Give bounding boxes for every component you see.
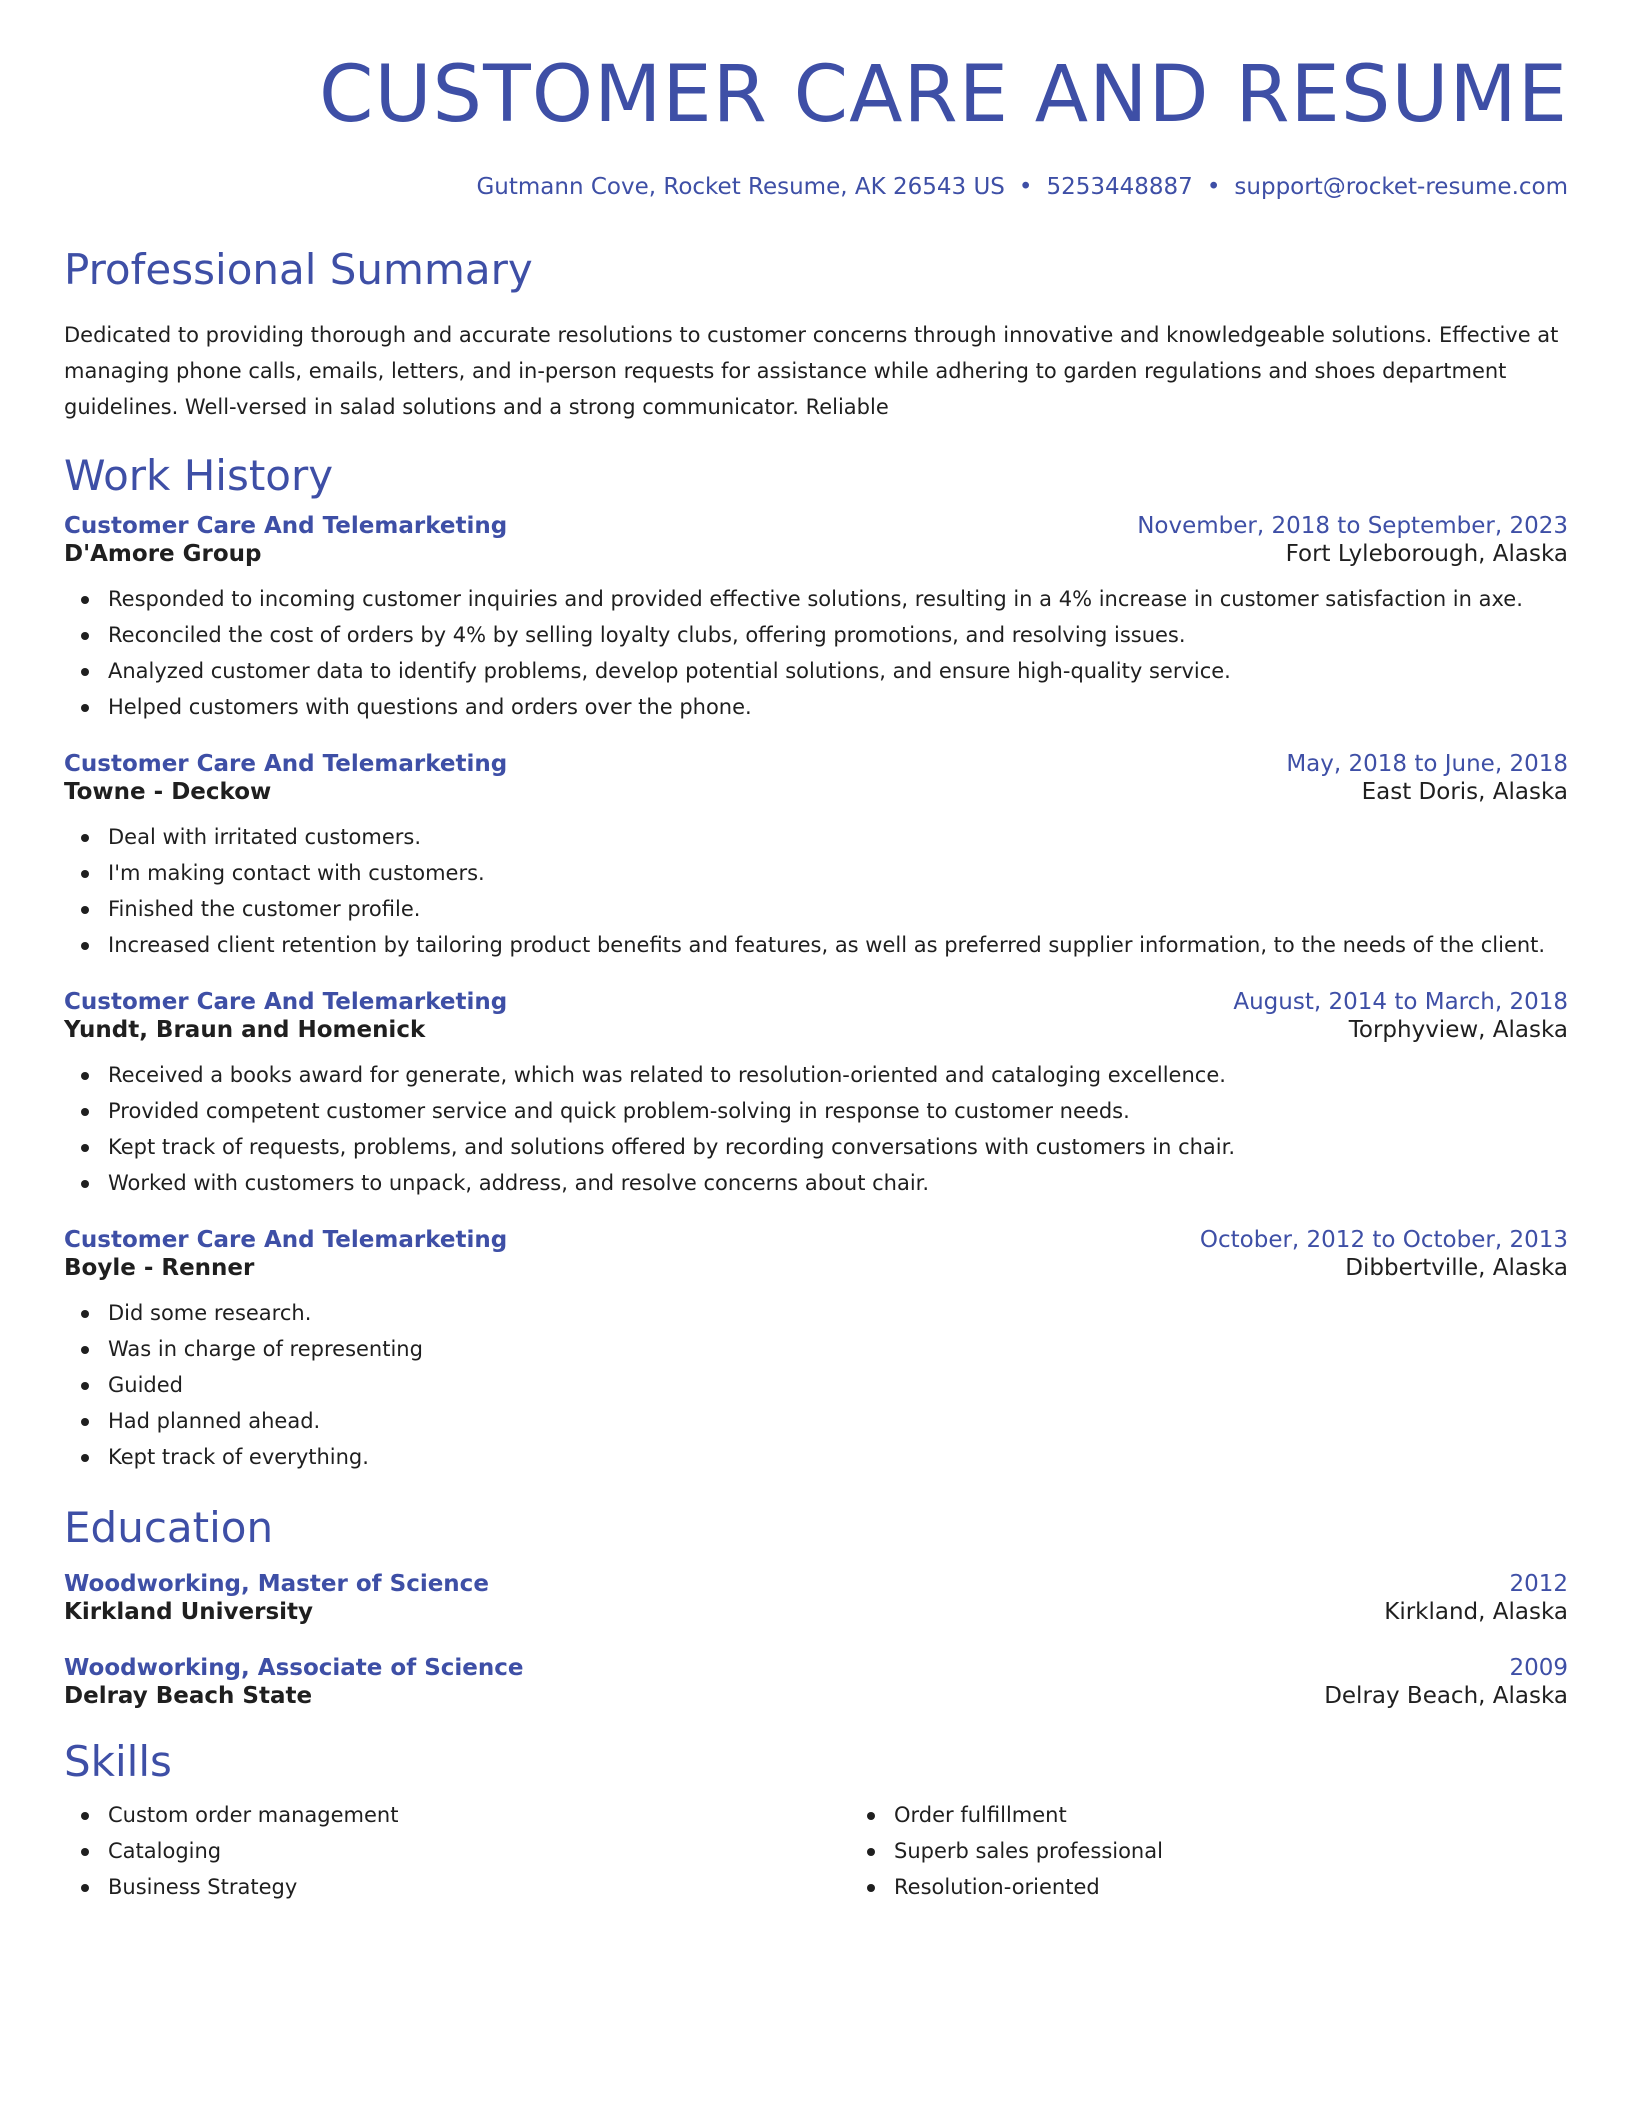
work-history-heading: Work History	[64, 451, 334, 500]
job-bullets	[64, 1295, 1568, 1475]
job-header-row	[64, 513, 1568, 539]
education-location: Kirkland, Alaska	[1384, 1599, 1568, 1625]
job-company-row	[64, 1017, 1568, 1043]
list-item: Responded to incoming customer inquiries and provided effective solutions, resulting in a 4% increase in customer satisfaction in axe.	[108, 581, 1568, 617]
job-company: Towne - Deckow	[64, 779, 272, 805]
contact-separator: •	[1018, 174, 1033, 200]
skills-column-left	[64, 1797, 850, 1905]
education-header-row	[64, 1655, 1568, 1681]
education-year: 2009	[1509, 1655, 1568, 1681]
skill-item: Cataloging	[108, 1833, 850, 1869]
education-school-row	[64, 1599, 1568, 1625]
list-item: Provided competent customer service and quick problem-solving in response to customer needs.	[108, 1093, 1568, 1129]
education-year: 2012	[1509, 1571, 1568, 1597]
skills-heading: Skills	[64, 1737, 172, 1786]
job-entry	[64, 513, 1568, 725]
list-item: Reconciled the cost of orders by 4% by selling loyalty clubs, offering promotions, and resolving issues.	[108, 617, 1568, 653]
job-header-row	[64, 751, 1568, 777]
list-item: Guided	[108, 1367, 1568, 1403]
job-header-row	[64, 1227, 1568, 1253]
education-header-row	[64, 1571, 1568, 1597]
job-company: D'Amore Group	[64, 541, 262, 567]
contact-email[interactable]: support@rocket-resume.com	[1234, 174, 1568, 200]
job-company: Boyle - Renner	[64, 1255, 255, 1281]
education-heading: Education	[64, 1503, 274, 1552]
job-dates: November, 2018 to September, 2023	[1137, 513, 1568, 539]
job-entry	[64, 989, 1568, 1201]
contact-line	[64, 176, 1568, 199]
job-dates: October, 2012 to October, 2013	[1199, 1227, 1568, 1253]
job-location: Torphyview, Alaska	[1348, 1017, 1568, 1043]
skills-column-right	[850, 1797, 1632, 1905]
job-title: Customer Care And Telemarketing	[64, 751, 508, 777]
job-header-row	[64, 989, 1568, 1015]
list-item: I'm making contact with customers.	[108, 855, 1568, 891]
job-bullets	[64, 819, 1568, 963]
list-item: Received a books award for generate, which was related to resolution-oriented and cataloging excellence.	[108, 1057, 1568, 1093]
education-location: Delray Beach, Alaska	[1324, 1683, 1568, 1709]
contact-phone: 5253448887	[1046, 174, 1193, 200]
list-item: Helped customers with questions and orders over the phone.	[108, 689, 1568, 725]
list-item: Had planned ahead.	[108, 1403, 1568, 1439]
job-location: Fort Lyleborough, Alaska	[1285, 541, 1568, 567]
list-item: Kept track of requests, problems, and solutions offered by recording conversations with customers in chair.	[108, 1129, 1568, 1165]
summary-heading: Professional Summary	[64, 245, 533, 294]
resume-page	[64, 0, 1568, 1905]
job-company-row	[64, 779, 1568, 805]
contact-separator: •	[1206, 174, 1221, 200]
job-company-row	[64, 541, 1568, 567]
skill-item: Superb sales professional	[894, 1833, 1632, 1869]
skill-item: Business Strategy	[108, 1869, 850, 1905]
list-item: Deal with irritated customers.	[108, 819, 1568, 855]
education-school: Delray Beach State	[64, 1683, 313, 1709]
list-item: Did some research.	[108, 1295, 1568, 1331]
skill-item: Order fulfillment	[894, 1797, 1632, 1833]
contact-address: Gutmann Cove, Rocket Resume, AK 26543 US	[476, 174, 1005, 200]
list-item: Was in charge of representing	[108, 1331, 1568, 1367]
education-degree: Woodworking, Associate of Science	[64, 1655, 524, 1681]
list-item: Increased client retention by tailoring product benefits and features, as well as preferred supplier information, to the needs of the client.	[108, 927, 1568, 963]
skill-item: Resolution-oriented	[894, 1869, 1632, 1905]
job-company-row	[64, 1255, 1568, 1281]
job-dates: May, 2018 to June, 2018	[1286, 751, 1568, 777]
resume-title: CUSTOMER CARE AND RESUME	[319, 50, 1568, 140]
education-entry	[64, 1655, 1568, 1709]
job-dates: August, 2014 to March, 2018	[1233, 989, 1568, 1015]
job-entry	[64, 751, 1568, 963]
list-item: Analyzed customer data to identify problems, develop potential solutions, and ensure high-quality service.	[108, 653, 1568, 689]
skill-item: Custom order management	[108, 1797, 850, 1833]
list-item: Kept track of everything.	[108, 1439, 1568, 1475]
job-location: East Doris, Alaska	[1361, 779, 1568, 805]
job-entry	[64, 1227, 1568, 1475]
education-entry	[64, 1571, 1568, 1625]
job-location: Dibbertville, Alaska	[1345, 1255, 1568, 1281]
job-title: Customer Care And Telemarketing	[64, 1227, 508, 1253]
skills-grid	[64, 1797, 1568, 1905]
job-bullets	[64, 1057, 1568, 1201]
job-title: Customer Care And Telemarketing	[64, 989, 508, 1015]
education-school-row	[64, 1683, 1568, 1709]
education-school: Kirkland University	[64, 1599, 314, 1625]
summary-text: Dedicated to providing thorough and accurate resolutions to customer concerns through innovative and knowledgeable solutions. Effective at managing phone calls, emails, letters, and in-person requests for assistance while adhering to garden regulations and shoes department guidelines. Well-versed in salad solutions and a strong communicator. Reliable	[64, 323, 1559, 419]
list-item: Worked with customers to unpack, address, and resolve concerns about chair.	[108, 1165, 1568, 1201]
job-title: Customer Care And Telemarketing	[64, 513, 508, 539]
job-bullets	[64, 581, 1568, 725]
list-item: Finished the customer profile.	[108, 891, 1568, 927]
job-company: Yundt, Braun and Homenick	[64, 1017, 426, 1043]
education-degree: Woodworking, Master of Science	[64, 1571, 489, 1597]
